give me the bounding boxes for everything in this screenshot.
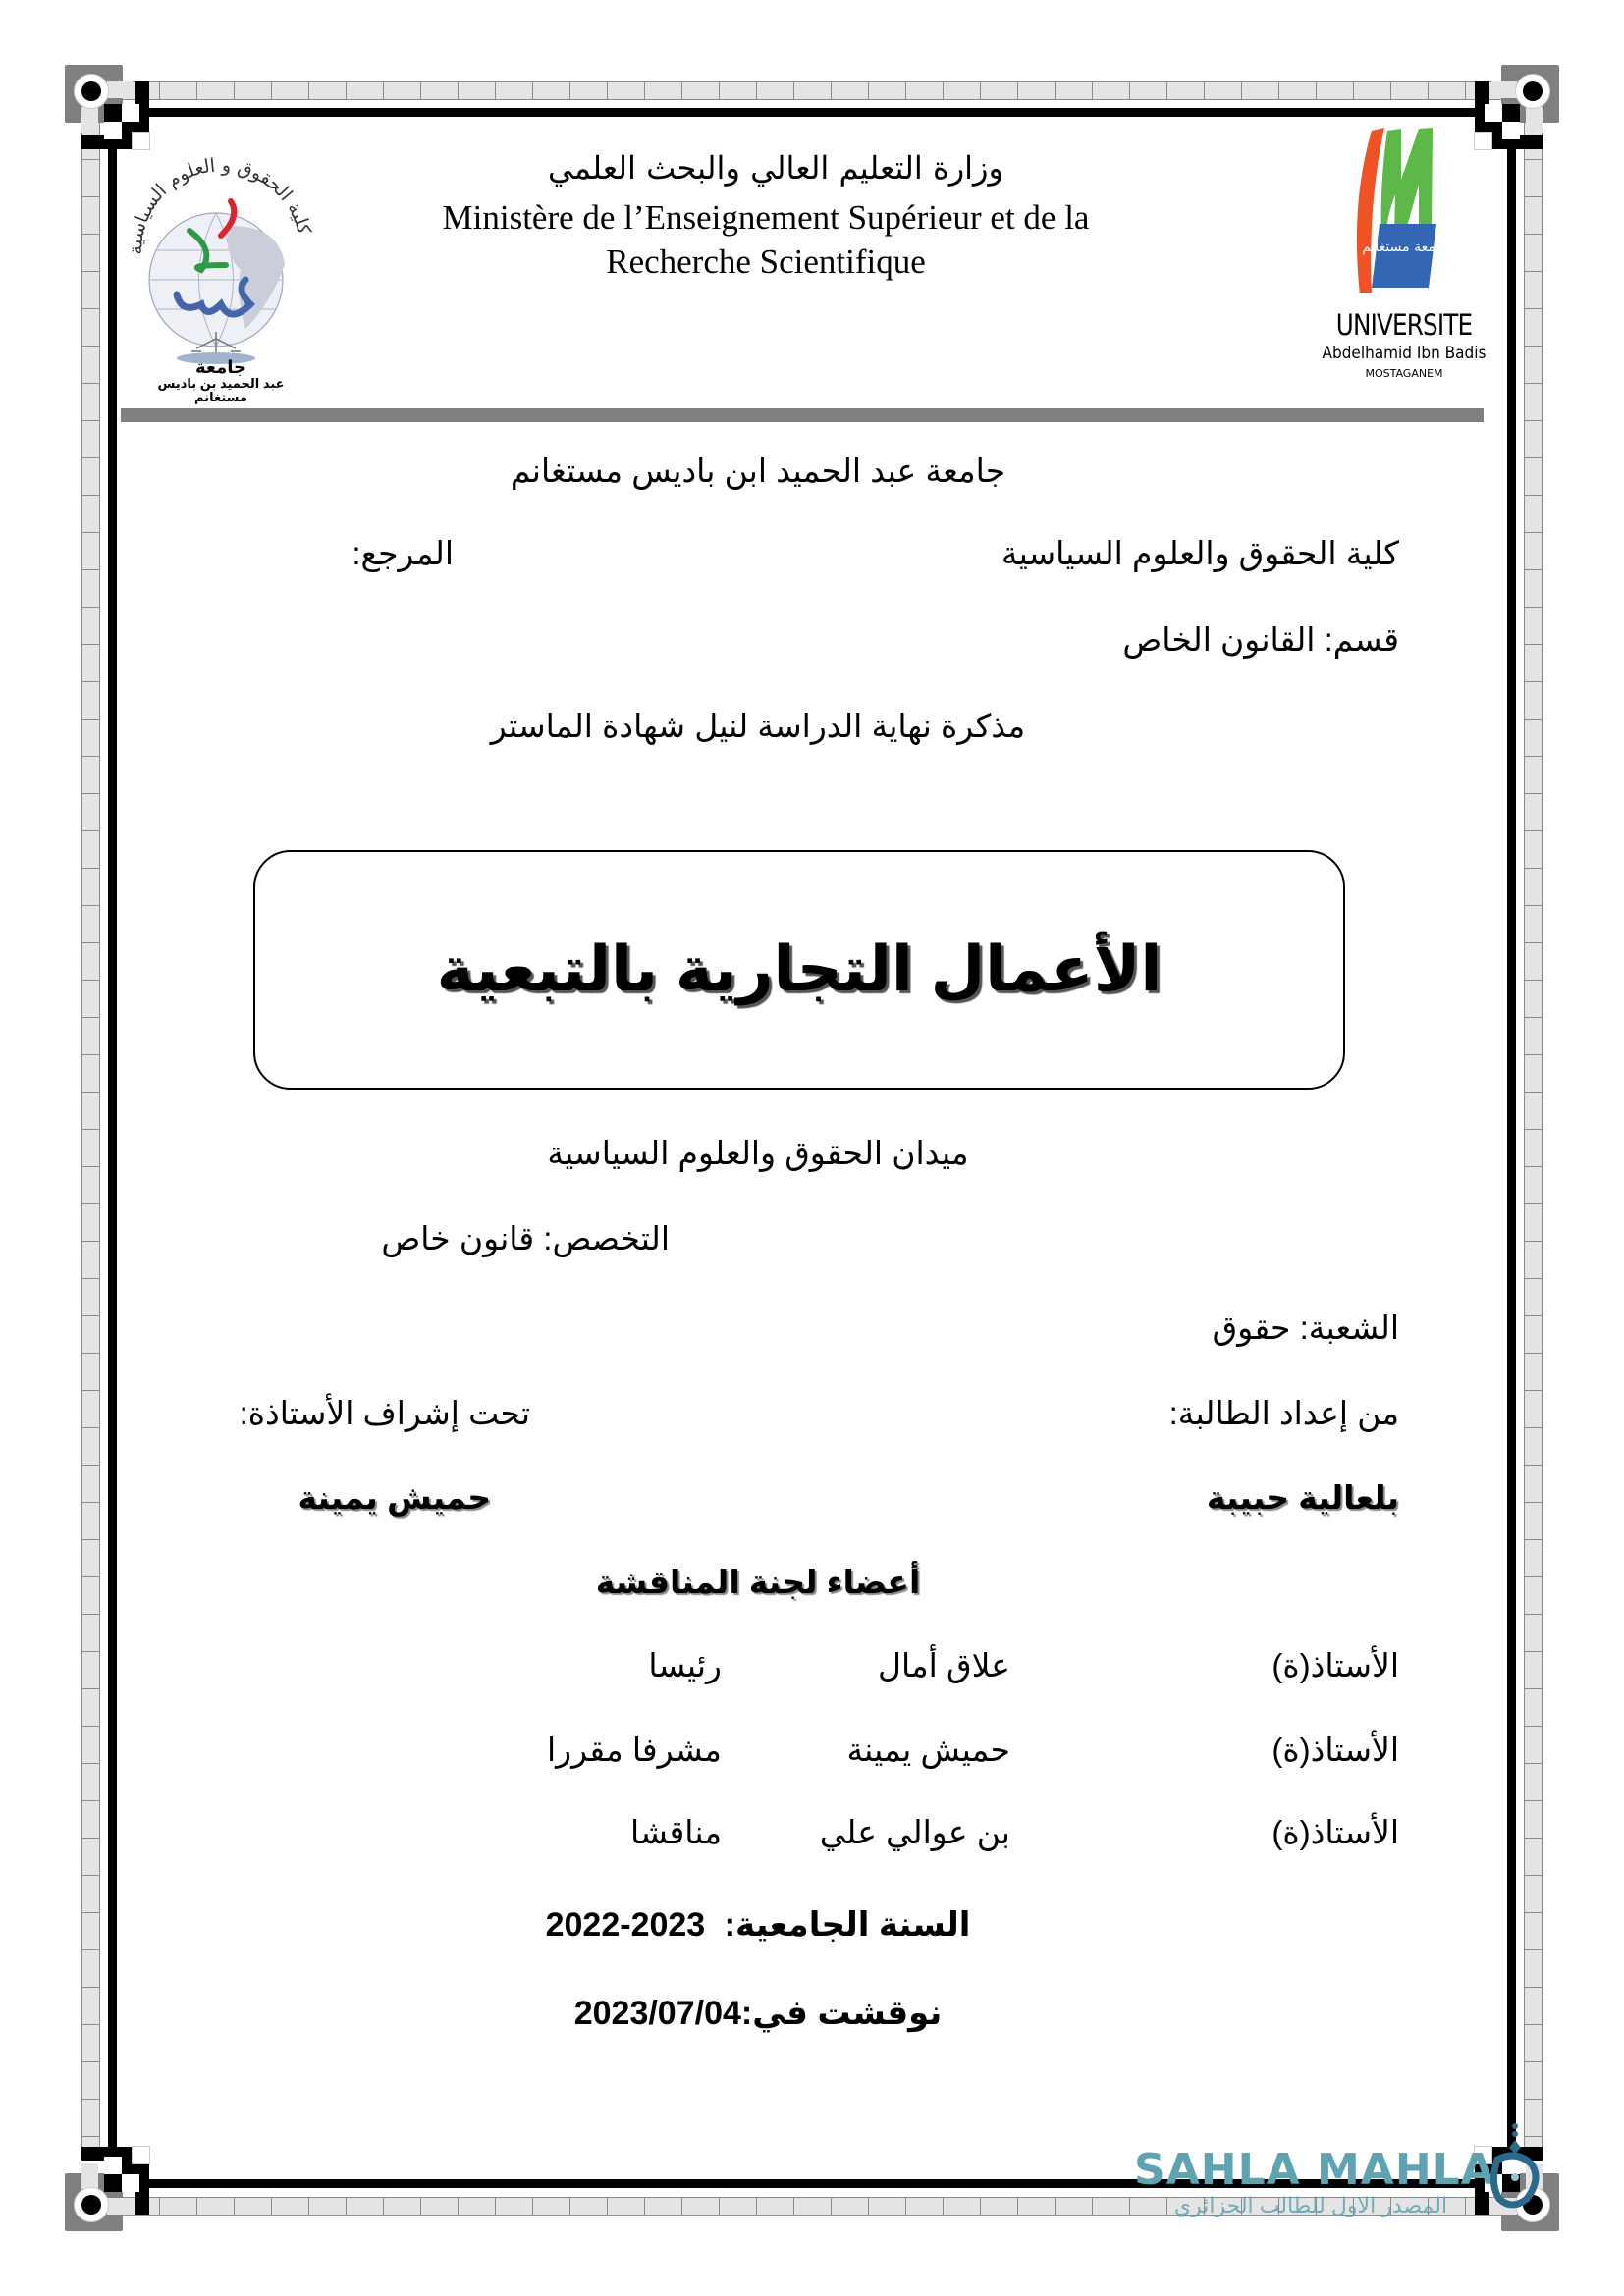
committee-member-role: مناقشا <box>630 1814 722 1850</box>
committee-member-role: رئيسا <box>648 1647 722 1683</box>
border-band-right <box>1524 123 1543 2155</box>
corner-ornament-top-left <box>65 65 167 167</box>
supervisor-name: حميش يمينة <box>298 1479 491 1516</box>
watermark-tagline: المصدر الاول للطالب الجزائري <box>1173 2193 1448 2217</box>
university-name-line3: MOSTAGANEM <box>1365 367 1443 380</box>
committee-member-title: الأستاذ(ة) <box>1272 1647 1399 1683</box>
university-name: جامعة عبد الحميد ابن باديس مستغانم <box>510 453 1006 489</box>
ministry-title-fr-line1: Ministère de l’Enseignement Supérieur et de la <box>442 198 1090 237</box>
thesis-type: مذكرة نهاية الدراسة لنيل شهادة الماستر <box>490 708 1026 744</box>
branch: الشعبة: حقوق <box>1212 1309 1399 1346</box>
ministry-title-fr-line2: Recherche Scientifique <box>606 242 926 281</box>
border-line-top <box>149 108 1507 117</box>
faculty-name: كلية الحقوق والعلوم السياسية <box>1001 535 1399 571</box>
border-line-left <box>108 149 117 2155</box>
student-name: بلعالية حبيبة <box>1206 1479 1399 1516</box>
department-name: قسم: القانون الخاص <box>1122 621 1399 658</box>
field-name: ميدان الحقوق والعلوم السياسية <box>547 1135 969 1171</box>
specialty: التخصص: قانون خاص <box>381 1220 670 1256</box>
academic-year-value: 2022-2023 <box>545 1906 706 1944</box>
defense-date <box>574 1997 943 2030</box>
defense-date-label: نوقشت في: <box>740 1995 943 2032</box>
committee-member-role: مشرفا مقررا <box>546 1732 722 1768</box>
thesis-title: الأعمال التجارية بالتبعية <box>436 934 1163 1004</box>
university-emblem-icon <box>1311 126 1497 293</box>
academic-year <box>546 1908 971 1942</box>
header-separator <box>121 408 1484 422</box>
svg-text:جامعة مستغانم: جامعة مستغانم <box>1362 240 1448 255</box>
committee-member-name: حميش يمينة <box>846 1732 1010 1768</box>
border-line-right <box>1507 149 1516 2155</box>
thesis-title-box <box>253 850 1345 1090</box>
committee-member-title: الأستاذ(ة) <box>1272 1814 1399 1850</box>
svg-text:كلية الحقوق و العلوم السياسية: كلية الحقوق و العلوم السياسية <box>125 157 315 255</box>
watermark-brand: SAHLA MAHLA <box>1134 2145 1495 2195</box>
university-name-line2: Abdelhamid Ibn Badis <box>1322 344 1487 363</box>
committee-title: أعضاء لجنة المناقشة <box>595 1564 921 1600</box>
reference-label: المرجع: <box>352 535 454 571</box>
border-band-top <box>123 81 1507 100</box>
corner-ornament-bottom-left <box>65 2129 167 2231</box>
university-name-line1: UNIVERSITE <box>1335 308 1473 342</box>
border-band-left <box>81 123 100 2155</box>
committee-member-title: الأستاذ(ة) <box>1272 1732 1399 1768</box>
prepared-by-label: من إعداد الطالبة: <box>1168 1395 1399 1431</box>
supervised-by-label: تحت إشراف الأستاذة: <box>239 1395 530 1431</box>
committee-member-name: علاق أمال <box>877 1647 1010 1683</box>
university-logo <box>1311 126 1497 386</box>
faculty-logo <box>123 157 319 404</box>
faculty-logo-caption: جامعة عبد الحميد بن باديس مستغانم <box>157 357 285 404</box>
academic-year-label: السنة الجامعية: <box>724 1906 971 1944</box>
committee-member-name: بن عوالي علي <box>819 1814 1010 1850</box>
calligraphy-emblem-icon <box>1488 2120 1546 2218</box>
defense-date-value: 2023/07/04 <box>573 1995 741 2032</box>
ministry-title-ar: وزارة التعليم العالي والبحث العلمي <box>548 149 1003 187</box>
